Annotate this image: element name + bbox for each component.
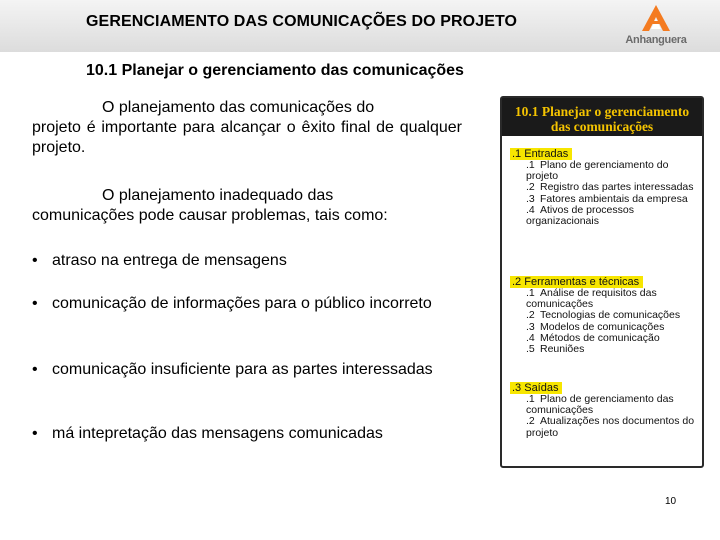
panel-item-text: Modelos de comunicações [540,320,665,333]
panel-item-text: Análise de requisitos das comunicações [526,287,657,311]
panel-item-text: Fatores ambientais da empresa [540,192,688,205]
panel-item-text: Tecnologias de comunicações [540,309,681,322]
panel-item-number: .1 [526,287,535,299]
panel-item-text: Ativos de processos organizacionais [526,203,634,228]
panel-item-number: .3 [526,320,535,333]
paragraph-1-line1: O planejamento das comunicações do [102,99,375,116]
list-item [526,205,702,227]
panel-section [510,148,702,227]
panel-item-text: Registro das partes interessadas [540,181,694,194]
list-item [32,424,484,444]
panel-item-text: Plano de gerenciamento das comunicações [526,393,674,417]
panel-item-number: .4 [526,203,535,216]
list-item [32,251,484,271]
paragraph-2-line1: O planejamento inadequado das [102,187,334,204]
list-item [526,344,702,355]
bullet-icon: • [32,425,38,442]
panel-section-heading: .2 Ferramentas e técnicas [510,276,643,288]
panel-item-text: Métodos de comunicação [540,331,660,344]
panel-item-number: .1 [526,393,535,405]
panel-title: 10.1 Planejar o gerenciamento das comunicações [502,98,702,136]
paragraph-2-rest: comunicações pode causar problemas, tais como: [32,207,388,224]
list-item [526,394,702,416]
anhanguera-logo-icon [639,3,673,33]
list-item [526,416,702,438]
bullet-icon: • [32,252,38,269]
panel-section-heading: .1 Entradas [510,148,572,160]
panel-section [510,276,702,355]
panel-item-number: .2 [526,415,535,428]
list-item [526,288,702,310]
paragraph-2 [32,186,462,226]
panel-item-number: .3 [526,192,535,205]
panel-item-number: .4 [526,331,535,344]
panel-item-number: .2 [526,309,535,322]
anhanguera-logo [614,3,698,49]
paragraph-1-rest: projeto é importante para alcançar o êxito final de qualquer projeto. [32,119,462,156]
process-panel [500,96,704,468]
bullet-text: atraso na entrega de mensagens [52,252,287,269]
bullet-icon: • [32,295,38,312]
panel-item-number: .5 [526,343,535,356]
bullet-text: comunicação de informações para o público incorreto [52,295,432,312]
page-number: 10 [665,496,677,507]
list-item [32,294,484,314]
panel-section [510,382,702,439]
panel-item-number: .2 [526,181,535,194]
header-bar [0,0,720,52]
paragraph-1 [32,98,462,158]
list-item [526,160,702,182]
panel-item-text: Atualizações nos documentos do projeto [526,415,695,439]
bullet-text: má intepretação das mensagens comunicadas [52,425,383,442]
panel-item-text: Plano de gerenciamento do projeto [526,159,669,183]
panel-section-heading: .3 Saídas [510,382,562,394]
logo-text: Anhanguera [625,34,687,46]
bullet-text: comunicação insuficiente para as partes interessadas [52,361,433,378]
section-subtitle: 10.1 Planejar o gerenciamento das comunicações [86,62,464,79]
list-item [32,360,484,380]
bullet-icon: • [32,361,38,378]
slide-header-title: GERENCIAMENTO DAS COMUNICAÇÕES DO PROJETO [86,13,518,30]
panel-item-number: .1 [526,159,535,171]
panel-item-text: Reuniões [540,343,585,356]
